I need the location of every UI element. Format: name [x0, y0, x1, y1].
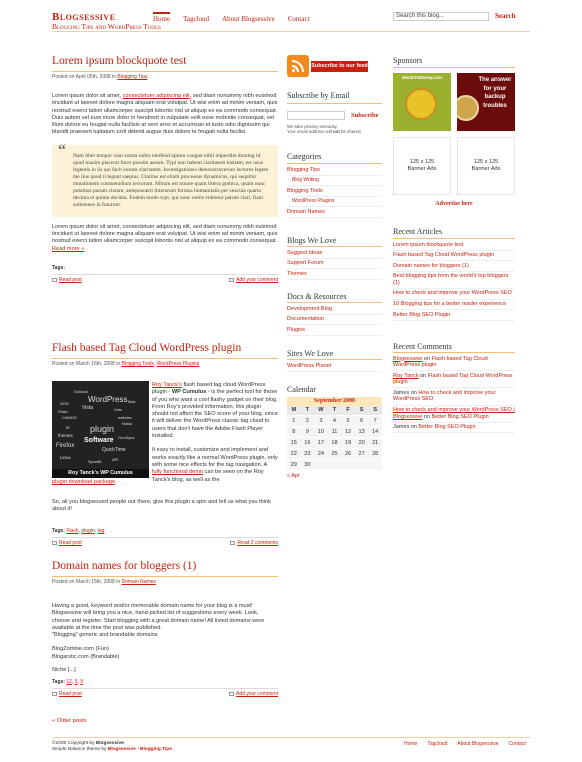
cloud-word: GooSync: [118, 435, 135, 440]
comment-item: [393, 388, 515, 405]
text: on: [422, 413, 432, 420]
text-bold: Blogsessive: [95, 741, 124, 746]
widget-title: Subscribe by Email: [287, 91, 350, 100]
post-paragraph: Blogarstic.com (Brandable): [52, 653, 120, 660]
docs-link[interactable]: Development Blog: [287, 304, 382, 315]
document-icon: [52, 541, 57, 545]
blogroll-link[interactable]: Support Forum: [287, 259, 382, 270]
tags-label: Tags:: [52, 264, 65, 271]
blockquote: [52, 141, 278, 217]
blogs-list: [287, 248, 382, 280]
day: 18: [328, 437, 342, 448]
inline-link[interactable]: consectetuer adipiscing elit: [122, 93, 190, 99]
comment-post-link[interactable]: Better Blog SEO Plugin: [418, 424, 476, 431]
banner-ad-slot[interactable]: [393, 137, 451, 195]
post-category-link[interactable]: Blogging Tips: [117, 74, 148, 80]
comment-label: Add your comment: [236, 276, 278, 283]
footer-nav-home[interactable]: Home: [404, 741, 418, 747]
recent-article-link[interactable]: Better Blog SEO Plugin: [393, 310, 515, 321]
day: 26: [341, 448, 355, 459]
text: flash based tag cloud WordPress plugin -: [152, 382, 266, 396]
privacy-note: [287, 124, 382, 135]
cloud-word: CAMOS: [62, 415, 77, 420]
footer-nav-about[interactable]: About Blogsessive: [457, 741, 499, 747]
divider: [287, 359, 382, 360]
advertise-link[interactable]: Advertise here: [435, 201, 473, 207]
comment-label: Read 2 comments: [237, 540, 278, 546]
post-paragraph: [52, 93, 278, 137]
text: - is the perfect tool for those of you who want a cool flashy gadget on their blog. From Roy's provided information, this plugin should not affect the SEO score of your blog, since it will deliver the WordPress classic tag cloud to users that don't have the Adobe Flash Player installed.: [152, 389, 278, 440]
day: [328, 459, 342, 470]
comment-item: [393, 406, 515, 423]
day: 12: [341, 426, 355, 437]
comment-post-link[interactable]: Better Blog SEO Plugin: [431, 413, 489, 420]
read-post-label: Read post: [59, 540, 82, 546]
calendar-grid: [287, 406, 382, 471]
tag-link[interactable]: Flash: [66, 528, 79, 534]
read-post-link[interactable]: [52, 691, 82, 698]
day: 24: [314, 448, 328, 459]
tag-link[interactable]: plugin: [81, 528, 95, 534]
divider: [52, 537, 278, 538]
widget-title: Categories: [287, 152, 322, 161]
cloud-word: Outlook: [74, 389, 88, 394]
cloud-word: plugin: [90, 424, 115, 434]
day: 17: [314, 437, 328, 448]
cloud-caption: Roy Tanck's WP Cumulus: [52, 469, 149, 478]
recent-article-link[interactable]: Best blogging tips from the world's top bloggers (1): [393, 272, 515, 289]
read-post-link[interactable]: [52, 277, 82, 284]
text: It easy to install, customize and implement and works exactly like a normal WordPress plugin, only with some nice effects for the tag navigation. A: [152, 447, 278, 468]
email-field[interactable]: [287, 111, 345, 120]
cloud-word: Unix: [114, 407, 123, 412]
day: 27: [355, 448, 369, 459]
category-link[interactable]: WordPress Plugins: [287, 197, 382, 208]
header-divider: [52, 31, 530, 32]
day: 16: [301, 437, 315, 448]
calendar-prev-link[interactable]: « Apr: [287, 472, 300, 479]
post-paragraph: "Blogging" generic and brandable domains: [52, 632, 158, 639]
comment-author[interactable]: Roy Tanck: [393, 372, 419, 379]
nav-tagcloud[interactable]: Tagcloud: [183, 15, 210, 23]
day: 28: [368, 448, 382, 459]
text: Simple Balance theme by: [52, 747, 108, 752]
main-nav: [153, 15, 323, 28]
post-actions: [52, 691, 278, 698]
search-button[interactable]: Search: [495, 12, 516, 20]
disc-icon: [457, 95, 479, 121]
weekday: W: [314, 406, 328, 415]
tag-link[interactable]: 12: [66, 679, 72, 686]
day: 13: [355, 426, 369, 437]
comment-item: [393, 423, 515, 434]
cloud-word: Linux: [60, 455, 71, 460]
text: on: [409, 389, 419, 396]
post-paragraph: BlogZombie.com (Fun): [52, 646, 109, 653]
post-tags: [52, 265, 278, 272]
comment-link[interactable]: [229, 277, 278, 284]
privacy-text: We take privacy seriously.: [287, 124, 338, 129]
cloud-word: QuickTime: [102, 447, 126, 453]
post-1: [52, 55, 278, 284]
category-link[interactable]: Blogging Tips: [287, 165, 382, 176]
text-bold: WP Cumulus: [171, 389, 207, 396]
category-link[interactable]: Domain Names: [287, 207, 382, 218]
cloud-word: Nokia: [122, 421, 133, 426]
rss-subscribe[interactable]: [287, 55, 382, 77]
widget-title: Sites We Love: [287, 349, 334, 358]
blogroll-link[interactable]: Themes: [287, 269, 382, 280]
site-title: Blogsessive: [52, 11, 116, 23]
ad-slot-text: 125 x 125 Banner Ads: [471, 159, 501, 172]
category-link[interactable]: Blog Writing: [287, 176, 382, 187]
comment-author: James: [393, 389, 410, 396]
day: 2: [301, 415, 315, 426]
post-date: Posted on March 15th, 2008 in: [52, 579, 122, 585]
document-icon: [52, 692, 57, 696]
older-posts-link[interactable]: « Older posts: [52, 718, 87, 724]
read-more-link[interactable]: Read more »: [52, 245, 85, 252]
calendar-month: September 2008: [287, 397, 382, 406]
nav-home[interactable]: Home: [153, 12, 170, 28]
footer-divider: [52, 737, 530, 738]
post-paragraph: Niche [...]: [52, 667, 76, 674]
post-paragraph-wrap: [52, 479, 278, 486]
ad-text: The answer for your backup troubles: [478, 77, 512, 109]
divider: [287, 302, 382, 303]
comment-post-link[interactable]: Flash based Tag Cloud WordPress plugin: [393, 355, 488, 369]
widget-title: Recent Comments: [393, 342, 452, 351]
post-title[interactable]: Lorem ipsum blockquote test: [52, 55, 187, 67]
tag-link[interactable]: 9: [80, 679, 84, 686]
divider: [52, 358, 278, 359]
comment-icon: [230, 541, 235, 545]
divider: [52, 688, 278, 689]
day: 3: [314, 415, 328, 426]
day: 20: [355, 437, 369, 448]
cloud-word: Flash: [58, 409, 68, 414]
post-paragraph: [152, 382, 278, 440]
weekday: F: [341, 406, 355, 415]
category-link[interactable]: Blogging Tools: [287, 186, 382, 197]
day: 15: [287, 437, 301, 448]
cloud-word: Mac: [128, 399, 136, 404]
tag-cloud-image: [52, 381, 149, 478]
post-category-link[interactable]: Blogging Tools: [121, 361, 154, 367]
text: .: [171, 747, 174, 752]
text: Lorem ipsum dolor sit amet, consectetuer adipiscing elit, sed diam nonummy nibh euismod tincidunt ut laoreet dolore magna aliquam erat volutpat. Ut wisi enim ad minim veniam, quis nostrud exerci tation ullamcorper suscipit lobortis nisl ut aliquip ex ea commodo consequat.: [52, 223, 278, 245]
inline-link[interactable]: Roy Tanck's: [152, 382, 182, 388]
cloud-word: SyncML: [88, 459, 103, 464]
recent-article-link[interactable]: Flash based Tag Cloud WordPress plugin: [393, 251, 515, 262]
tags-label: Tags:: [52, 679, 65, 686]
footer-nav-tagcloud[interactable]: Tagcloud: [427, 741, 448, 747]
post-date: Posted on April 05th, 2008 in: [52, 74, 118, 80]
tags-label: Tags:: [52, 528, 65, 534]
divider: [393, 352, 515, 353]
weekday: T: [328, 406, 342, 415]
calendar: [287, 397, 382, 479]
post-title[interactable]: Flash based Tag Cloud WordPress plugin: [52, 342, 242, 354]
post-3: [52, 560, 278, 698]
theme-credit: [52, 747, 173, 753]
post-category-link[interactable]: WordPress Plugins: [156, 361, 200, 367]
search-input[interactable]: Search this blog...: [393, 12, 489, 21]
categories-list: [287, 165, 382, 218]
post-tags: Tags: 12, 5, 9: [52, 679, 84, 686]
day: 10: [314, 426, 328, 437]
quote-text: Nam liber tempor cum soluta nobis eleifend option congue nihil imperdiet doming id quod mazim placerat facer possim assum. Typi non habent claritatem insitam; est usus legentis in iis qui facit eorum claritatem. Investigationes demonstraverunt lectores legere me lius quod ii legunt saepius. Claritas est etiam processus dynamicus, qui sequitur mutationem consuetudium lectorum. Mirum est notare quam littera gothica, quam nunc putamus parum claram, anteposuerit litterarum formas humanitatis per seacula quarta decima et quinta decima. Eodem modo typi, qui nunc nobis videntur parum clari, fiant sollemnes in futurum.: [73, 152, 269, 208]
comment-post-link[interactable]: Flash based Tag Cloud WordPress plugin: [393, 372, 513, 386]
post-paragraph: So, all you blogsessed people out there, give this plugin a spin and tell us what you think about it!: [52, 499, 271, 513]
quote-mark-icon: “: [58, 141, 66, 159]
day: 1: [287, 415, 301, 426]
divider: [287, 163, 382, 164]
site-tagline: Blogging Tips and WordPress Tools: [52, 22, 161, 31]
day: 7: [368, 415, 382, 426]
widget-title: Blogs We Love: [287, 236, 337, 245]
read-post-label: Read post: [59, 276, 82, 283]
post-tags: Tags: Flash, plugin, tag: [52, 528, 105, 534]
comment-author[interactable]: How to check and improve your WordPress SEO | Blogsessive: [393, 407, 515, 420]
comment-link[interactable]: [229, 691, 278, 698]
cloud-word: Software: [84, 437, 114, 444]
post-paragraph: Having a good, keyword and/or memorable domain name for your blog is a must! Blogsessive will bring you a nice, hand-picked list of suggestions every week. Look, choose and register. Start blogging with a great domain name! All listed domains were available at the time the post was published.: [52, 603, 265, 631]
tag-link[interactable]: tag: [97, 528, 105, 534]
day: 4: [328, 415, 342, 426]
comment-item: [393, 354, 515, 371]
weekday: S: [355, 406, 369, 415]
divider: [393, 67, 515, 68]
cloud-word: Firefox: [56, 443, 75, 449]
comment-post-link[interactable]: How to check and improve your WordPress SEO: [393, 389, 496, 403]
sponsor-ad-1[interactable]: [393, 73, 451, 131]
widget-title: Recent Articles: [393, 227, 443, 236]
credit-link[interactable]: Blogsessive - Blogging Tips: [107, 747, 172, 752]
docs-link[interactable]: Documentation: [287, 315, 382, 326]
cloud-word: Vista: [82, 405, 94, 411]
cloud-word: themes: [58, 433, 73, 438]
post-meta: [52, 74, 278, 81]
day: [341, 459, 355, 470]
recent-articles-list: [393, 240, 515, 321]
text: Your email address will: [287, 129, 333, 135]
divider: [393, 238, 515, 239]
divider: [52, 274, 278, 275]
recent-article-link[interactable]: Lorem ipsum blockquote test: [393, 240, 515, 251]
day: 6: [355, 415, 369, 426]
cloud-word: WordPress: [88, 395, 128, 404]
sites-list: [287, 361, 382, 372]
text: Lorem ipsum dolor sit amet,: [52, 93, 123, 99]
subscribe-button[interactable]: Subscribe: [351, 112, 379, 119]
comment-icon: [229, 278, 234, 282]
text: , sed diam nonummy nibh euismod tincidunt ut laoreet dolore magna aliquam erat volutpat. Ut wisi enim ad minim veniam, quis nostrud exerci tation ullamcorper suscipit lobortis nisl ut aliquip ex ea commodo consequat. Duis autem vel eum iriure dolor in hendrerit in vulputate velit esse molestie consequat, vel illum dolore eu feugiat nulla facilisis at vero eros et accumsan et iusto odio dignissim qui blandit praesent luptatum zzril delenit augue duis dolore te feugait nulla facilisi.: [52, 93, 278, 136]
copyright: [52, 741, 173, 753]
day: 5: [341, 415, 355, 426]
ad-slot-text: 125 x 125 Banner Ads: [407, 159, 437, 172]
sites-link[interactable]: WordPress Planet: [287, 361, 382, 372]
rss-icon: [287, 55, 309, 77]
recent-article-link[interactable]: 10 Blogging tips for a better reader experience: [393, 300, 515, 311]
widget-title: Sponsors: [393, 56, 423, 65]
weekday: T: [301, 406, 315, 415]
day: 19: [341, 437, 355, 448]
divider: [52, 576, 278, 577]
banner-ad-slot[interactable]: [457, 137, 515, 195]
cloud-word: IE: [66, 425, 70, 430]
weekday: M: [287, 406, 301, 415]
comment-label: Add your comment: [236, 691, 278, 698]
post-footer: [52, 526, 278, 547]
day: 29: [287, 459, 301, 470]
comment-author: James: [393, 424, 410, 431]
nav-about[interactable]: About Blogsessive: [222, 15, 275, 23]
inline-link[interactable]: fully functional demo: [152, 469, 203, 476]
blogroll-link[interactable]: Suggest Ideas: [287, 248, 382, 259]
cloud-word: API: [112, 457, 119, 462]
ad-text: MindsToMoney.com: [402, 75, 442, 80]
comment-item: [393, 371, 515, 388]
inline-link[interactable]: plugin download package: [52, 479, 116, 485]
day: 23: [301, 448, 315, 459]
post-title[interactable]: Domain names for bloggers (1): [52, 560, 197, 572]
text: on: [418, 372, 428, 379]
day: [314, 459, 328, 470]
post-meta: [52, 579, 278, 586]
text: .: [115, 479, 117, 485]
day: 22: [287, 448, 301, 459]
day: 25: [328, 448, 342, 459]
divider: [287, 103, 382, 104]
coin-icon: [405, 88, 437, 120]
comment-author[interactable]: Blogsessive: [393, 355, 423, 362]
post-paragraph: [52, 224, 278, 253]
text: ©2008 Copyright by: [52, 741, 96, 746]
widget-title: Calendar: [287, 385, 316, 394]
docs-link[interactable]: Plugins: [287, 325, 382, 336]
tag-link[interactable]: 5: [74, 679, 78, 686]
recent-comments-list: [393, 354, 515, 433]
day: 21: [368, 437, 382, 448]
day: [355, 459, 369, 470]
footer-nav-contact[interactable]: Contact: [508, 741, 526, 747]
post-meta: Posted on March 16th, 2008 in Blogging Tools, WordPress Plugins: [52, 361, 200, 367]
recent-article-link[interactable]: Domain names for bloggers (1): [393, 261, 515, 272]
docs-list: [287, 304, 382, 336]
post-date: Posted on March 16th, 2008 in: [52, 361, 122, 367]
day: 30: [301, 459, 315, 470]
post-actions: [52, 277, 278, 284]
cloud-word: webdev: [118, 415, 132, 420]
day: 14: [368, 426, 382, 437]
read-post-label: Read post: [59, 691, 82, 698]
text: .: [123, 741, 126, 746]
nav-contact[interactable]: Contact: [287, 15, 310, 23]
text: be shared.: [339, 129, 362, 135]
read-post-link[interactable]: [52, 540, 82, 547]
footer-nav: [404, 741, 536, 747]
day: 8: [287, 426, 301, 437]
day: 9: [301, 426, 315, 437]
day: 11: [328, 426, 342, 437]
text-bold: not: [332, 129, 340, 135]
recent-article-link[interactable]: How to check and improve your WordPress SEO: [393, 289, 515, 300]
text: on: [422, 355, 432, 362]
rss-label: Subscribe to our feed: [311, 61, 368, 72]
sponsor-ad-2[interactable]: [457, 73, 515, 131]
post-category-link[interactable]: Domain Names: [121, 579, 156, 585]
document-icon: [52, 278, 57, 282]
cloud-word: DOS: [60, 401, 69, 406]
privacy-text: [287, 129, 382, 134]
divider: [52, 71, 278, 72]
comment-icon: [229, 692, 234, 696]
comment-link[interactable]: [230, 540, 278, 547]
site-logo[interactable]: [52, 12, 161, 31]
widget-title: Docs & Resources: [287, 292, 347, 301]
post-actions: [52, 540, 278, 547]
text: can be seen on the Roy Tanck's blog, as well as the: [152, 469, 264, 483]
divider: [287, 246, 382, 247]
text: on: [409, 424, 419, 431]
weekday: S: [368, 406, 382, 415]
day: [368, 459, 382, 470]
